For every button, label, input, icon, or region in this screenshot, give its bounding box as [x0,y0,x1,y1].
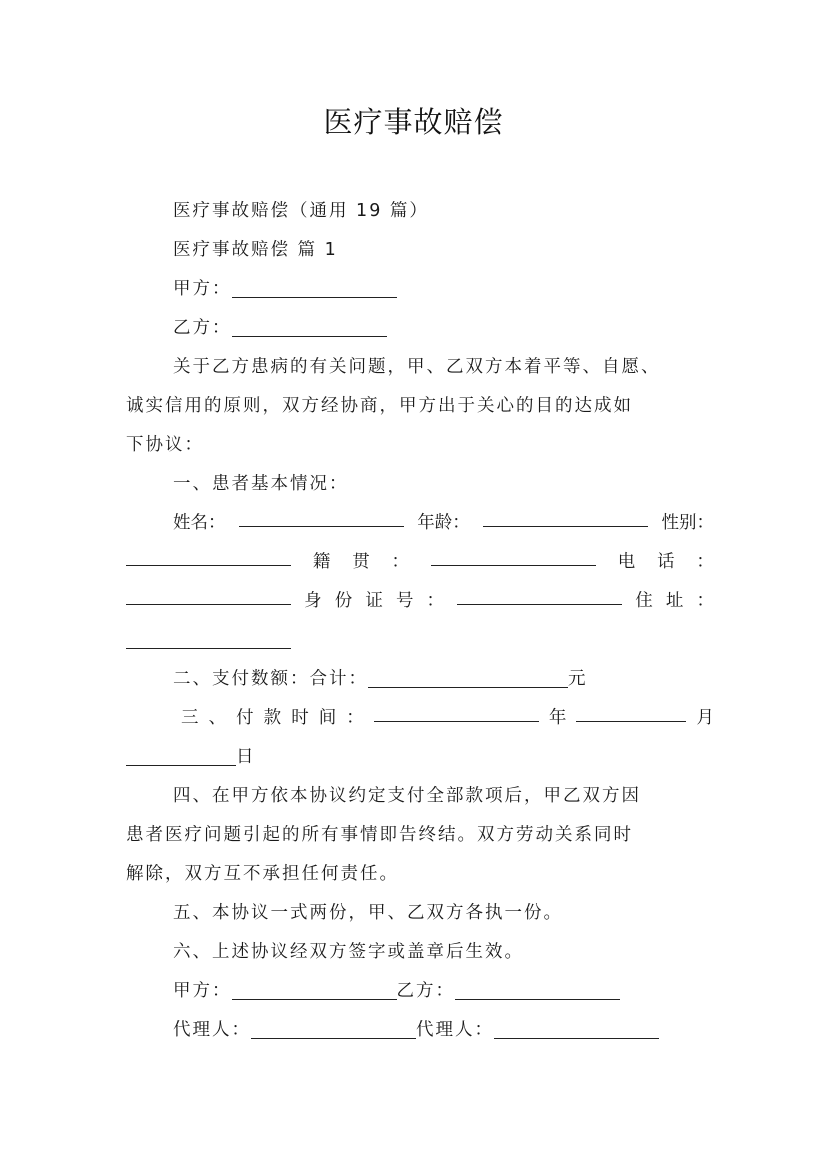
id-label-colon: ： [426,591,445,611]
id-label-char: 份 [334,591,353,611]
sign-b-blank[interactable] [455,977,620,1000]
section-6-line: 六、上述协议经双方签字或盖章后生效。 [173,942,524,962]
gender-blank[interactable] [126,543,291,566]
signature-line [126,972,714,1010]
yuan-unit: 元 [568,669,588,689]
section-3-char: 间 [318,708,337,728]
day-line [126,738,714,776]
section-4-line-2: 患者医疗问题引起的所有事情即告终结。双方劳动关系同时 [126,825,633,845]
agent-b-label: 代理人： [416,1020,494,1040]
name-blank[interactable] [239,504,404,527]
day-blank[interactable] [126,743,236,766]
section-3-char: 付 [236,708,254,728]
sign-b-label: 乙方： [396,981,455,1001]
section-3-char: 时 [291,708,309,728]
month-blank[interactable] [576,699,686,722]
patient-fields-line-1 [126,504,714,542]
section-2-label: 二、支付数额：合计： [173,669,368,689]
patient-fields-line-3 [126,582,714,620]
agent-line [126,1011,714,1049]
phone-label-char: 电 [617,552,636,572]
party-a-label: 甲方： [173,279,232,299]
section-3-colon: ： [346,708,364,728]
patient-fields-line-2 [126,543,714,581]
address-label-char: 住 [635,591,653,611]
native-label-char: 贯 [352,552,370,572]
party-b-label: 乙方： [173,318,232,338]
amount-blank[interactable] [368,665,568,688]
name-label: 姓名： [173,513,226,533]
section-2-line [126,660,714,698]
intro-line-1: 关于乙方患病的有关问题，甲、乙双方本着平等、自愿、 [173,357,661,377]
month-unit: 月 [696,708,714,728]
id-blank[interactable] [457,582,622,605]
agent-a-label: 代理人： [173,1020,251,1040]
address-blank[interactable] [126,626,291,649]
party-a-line [126,270,714,308]
id-label-char: 身 [304,591,322,611]
address-label-char: 址 [665,591,684,611]
age-blank[interactable] [483,504,648,527]
native-label-char: 籍 [312,552,331,572]
id-label-char: 证 [365,591,383,611]
section-3-char: 三 [181,708,199,728]
section-3-char: 、 [208,708,227,728]
native-blank[interactable] [431,543,596,566]
day-unit: 日 [236,747,256,767]
phone-label-colon: ： [696,552,714,572]
sign-a-label: 甲方： [173,981,232,1001]
party-b-line [126,309,714,347]
phone-label-char: 话 [657,552,675,572]
section-3-line [126,699,714,737]
section-1-heading: 一、患者基本情况： [173,474,349,494]
year-unit: 年 [548,708,567,728]
agent-b-blank[interactable] [494,1016,659,1039]
party-b-blank[interactable] [232,314,387,337]
patient-fields-line-4 [126,621,714,659]
age-label: 年龄： [417,513,470,533]
agent-a-blank[interactable] [251,1016,416,1039]
section-4-line-1: 四、在甲方依本协议约定支付全部款项后，甲乙双方因 [173,786,641,806]
section-4-line-3: 解除，双方互不承担任何责任。 [126,864,399,884]
year-blank[interactable] [374,699,539,722]
gender-label: 性别： [661,513,714,533]
id-label-char: 号 [395,591,414,611]
doc-subtitle: 医疗事故赔偿（通用 19 篇） [173,201,429,221]
native-label-colon: ： [391,552,410,572]
intro-line-2: 诚实信用的原则，双方经协商，甲方出于关心的目的达成如 [126,396,633,416]
sign-a-blank[interactable] [232,977,397,1000]
phone-blank[interactable] [126,582,291,605]
party-a-blank[interactable] [232,275,397,298]
address-label-colon: ： [696,591,714,611]
section-5-line: 五、本协议一式两份，甲、乙双方各执一份。 [173,903,563,923]
page-title: 医疗事故赔偿 [323,105,504,139]
chapter-heading: 医疗事故赔偿 篇 1 [173,240,338,260]
section-3-char: 款 [263,708,282,728]
intro-line-3: 下协议： [126,435,204,455]
